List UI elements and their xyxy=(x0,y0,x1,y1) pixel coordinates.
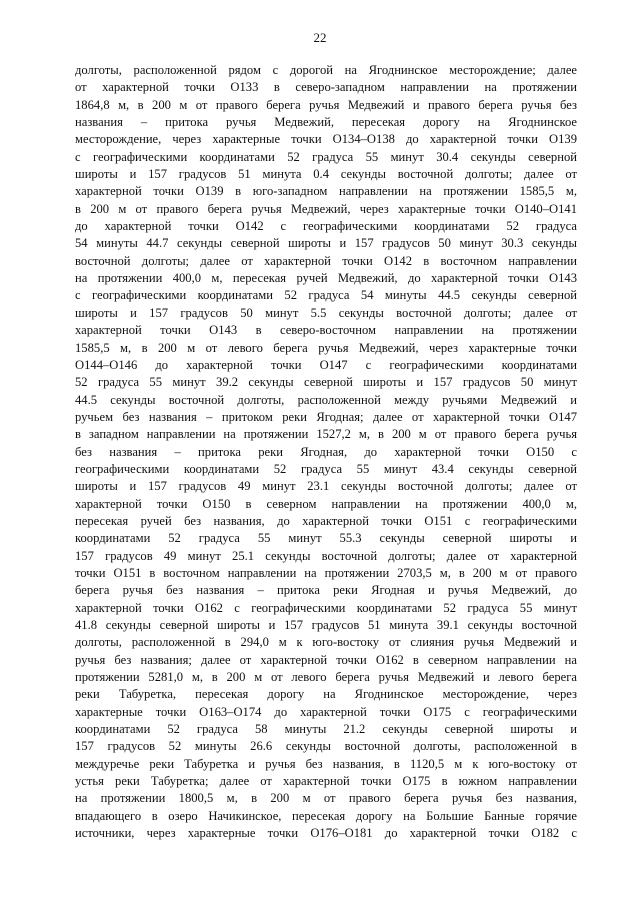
text-line: координатами 52 градуса 55 минут 55.3 секунды северной широты и xyxy=(75,531,577,546)
text-line: 157 градусов 52 минуты 26.6 секунды восточной долготы, расположенной в xyxy=(75,739,577,754)
text-line: месторождение, через характерные точки О134–О138 до характерной точки О139 xyxy=(75,132,577,147)
text-line: 44.5 секунды восточной долготы, расположенной между ручьями Медвежий и xyxy=(75,392,577,407)
text-line: с географическими координатами 52 градуса 55 минут 30.4 секунды северной xyxy=(75,149,577,164)
text-line: 52 градуса 55 минут 39.2 секунды северной широты и 157 градусов 50 минут xyxy=(75,375,577,390)
text-line: широты и 157 градусов 50 минут 5.5 секунды восточной долготы; далее от xyxy=(75,305,577,320)
text-line: берега ручья без названия – притока реки Ягодная и ручья Медвежий, до xyxy=(75,583,577,598)
text-line: с географическими координатами 52 градуса 54 минуты 44.5 секунды северной xyxy=(75,288,577,303)
text-line: широты и 157 градусов 49 минут 23.1 секунды восточной долготы; далее от xyxy=(75,479,577,494)
text-line: географическими координатами 52 градуса 55 минут 43.4 секунды северной xyxy=(75,461,577,476)
text-line: ручья без названия; далее от характерной точки О162 в северном направлении на xyxy=(75,652,577,667)
body-text xyxy=(75,62,577,842)
text-line: характерной точки О150 в северном направлении на протяжении 400,0 м, xyxy=(75,496,577,511)
text-line: О144–О146 до характерной точки О147 с географическими координатами xyxy=(75,357,577,372)
text-line: 41.8 секунды северной широты и 157 градусов 51 минута 39.1 секунды восточной xyxy=(75,618,577,632)
text-line: восточной долготы; далее от характерной точки О142 в восточном направлении xyxy=(75,253,577,268)
text-line: названия – притока ручья Медвежий, пересекая дорогу на Ягоднинское xyxy=(75,115,577,130)
text-line: реки Табуретка, пересекая дорогу на Ягоднинское месторождение, через xyxy=(75,687,577,702)
text-line: на протяжении 1800,5 м, в 200 м от правого берега ручья без названия, xyxy=(75,791,577,806)
text-line: 1864,8 м, в 200 м от правого берега ручья Медвежий и правого берега ручья без xyxy=(75,97,577,112)
text-line: долготы, расположенной в 294,0 м к юго-востоку от слияния ручья Медвежий и xyxy=(75,635,577,650)
text-line: ручьем без названия – притоком реки Ягодная; далее от характерной точки О147 xyxy=(75,409,577,424)
text-line: от характерной точки О133 в северо-западном направлении на протяжении xyxy=(75,80,577,95)
text-line: широты и 157 градусов 51 минута 0.4 секунды восточной долготы; далее от xyxy=(75,167,577,182)
page-number: 22 xyxy=(313,30,327,45)
text-line: междуречье реки Табуретка и ручья без названия, в 1120,5 м к юго-востоку от xyxy=(75,756,577,771)
text-line: 54 минуты 44.7 секунды северной широты и 157 градусов 50 минут 30.3 секунды xyxy=(75,236,577,251)
text-line: в 200 м от правого берега ручья Медвежий, через характерные точки О140–О141 xyxy=(75,201,577,216)
text-line: 157 градусов 49 минут 25.1 секунды восточной долготы; далее от характерной xyxy=(75,548,577,563)
text-line: характерной точки О143 в северо-восточном направлении на протяжении xyxy=(75,323,577,338)
text-line: пересекая ручей без названия, до характерной точки О151 с географическими xyxy=(75,513,577,528)
text-line: впадающего в озеро Начикинское, пересекая дорогу на Большие Банные горячие xyxy=(75,808,577,823)
text-line: в западном направлении на протяжении 1527,2 м, в 200 м от правого берега ручья xyxy=(75,427,577,442)
text-line: до характерной точки О142 с географическими координатами 52 градуса xyxy=(75,219,577,234)
text-line: на протяжении 400,0 м, пересекая ручей Медвежий, до характерной точки О143 xyxy=(75,271,577,286)
text-line: протяжении 5281,0 м, в 200 м от левого берега ручья Медвежий и левого берега xyxy=(75,670,577,685)
text-line: устья реки Табуретка; далее от характерной точки О175 в южном направлении xyxy=(75,774,577,789)
text-line: характерной точки О162 с географическими координатами 52 градуса 55 минут xyxy=(75,600,577,615)
text-line: источники, через характерные точки О176–О181 до характерной точки О182 с xyxy=(75,826,577,841)
text-line: характерной точки О139 в юго-западном направлении на протяжении 1585,5 м, xyxy=(75,184,577,199)
text-line: характерные точки О163–О174 до характерной точки О175 с географическими xyxy=(75,704,577,719)
text-line: координатами 52 градуса 58 минуты 21.2 секунды северной широты и xyxy=(75,722,577,737)
text-line: точки О151 в восточном направлении на протяжении 2703,5 м, в 200 м от правого xyxy=(75,565,577,580)
text-line: долготы, расположенной рядом с дорогой на Ягоднинское месторождение; далее xyxy=(75,63,577,77)
text-line: без названия – притока реки Ягодная, до характерной точки О150 с xyxy=(75,444,577,459)
text-line: 1585,5 м, в 200 м от левого берега ручья Медвежий, через характерные точки xyxy=(75,340,577,355)
